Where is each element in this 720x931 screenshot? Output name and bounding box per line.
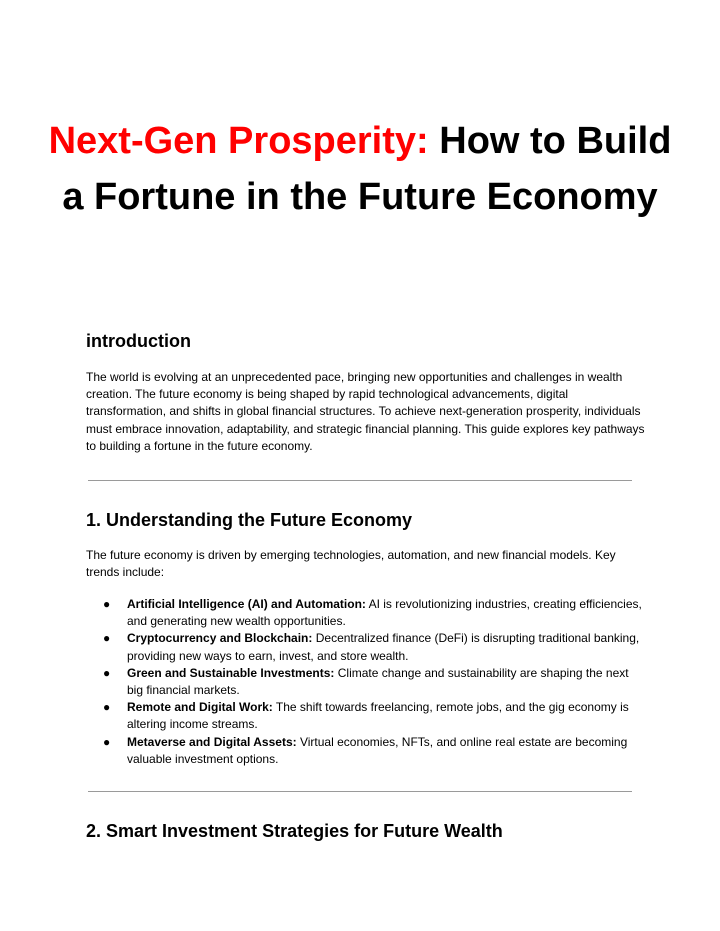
list-item-term: Artificial Intelligence (AI) and Automation: <box>127 597 366 611</box>
list-item <box>86 630 646 664</box>
title-accent: Next-Gen Prosperity <box>48 120 417 162</box>
section-2-heading: 2. Smart Investment Strategies for Future Wealth <box>86 821 503 841</box>
divider <box>88 791 632 792</box>
title-colon: : <box>416 120 429 162</box>
list-item-text: The shift towards freelancing, remote jobs, and the gig economy is altering income streams. <box>127 700 629 732</box>
title-rest: How to Build a Fortune in the Future Economy <box>62 120 672 218</box>
bullet-icon: ● <box>103 631 111 646</box>
page-title <box>40 113 680 225</box>
trends-list <box>86 596 646 768</box>
section-1-heading: 1. Understanding the Future Economy <box>86 510 413 530</box>
list-item-term: Remote and Digital Work: <box>127 700 273 715</box>
intro-heading: introduction <box>86 331 191 351</box>
section-1-paragraph: The future economy is driven by emerging technologies, automation, and new financial models. Key trends include: <box>86 548 616 580</box>
bullet-icon: ● <box>103 700 111 715</box>
list-item-term: Metaverse and Digital Assets: <box>127 734 297 749</box>
list-item-text: Climate change and sustainability are shaping the next big financial markets. <box>127 665 629 698</box>
divider <box>88 480 632 481</box>
list-item-term: Green and Sustainable Investments: <box>127 665 335 680</box>
list-item-term: Cryptocurrency and Blockchain: <box>127 631 313 646</box>
intro-paragraph: The world is evolving at an unprecedented pace, bringing new opportunities and challenges in wealth creation. The future economy is being shaped by rapid technological advancements, digital transformation, and shifts in global financial structures. To achieve next-generation prosperity, individuals must embrace innovation, adaptability, and strategic financial planning. This guide explores key pathways to building a fortune in the future economy. <box>86 370 645 453</box>
bullet-icon: ● <box>103 734 111 749</box>
bullet-icon: ● <box>103 665 111 680</box>
bullet-icon: ● <box>103 597 111 611</box>
list-item <box>86 665 646 699</box>
list-item-text: AI is revolutionizing industries, creating efficiencies, and generating new wealth opportunities. <box>127 597 642 629</box>
list-item <box>86 734 646 768</box>
list-item <box>86 699 646 733</box>
list-item <box>86 596 646 630</box>
list-item-text: Decentralized finance (DeFi) is disrupting traditional banking, providing new ways to earn, invest, and store wealth. <box>127 631 640 663</box>
list-item-text: Virtual economies, NFTs, and online real estate are becoming valuable investment options. <box>127 734 628 766</box>
